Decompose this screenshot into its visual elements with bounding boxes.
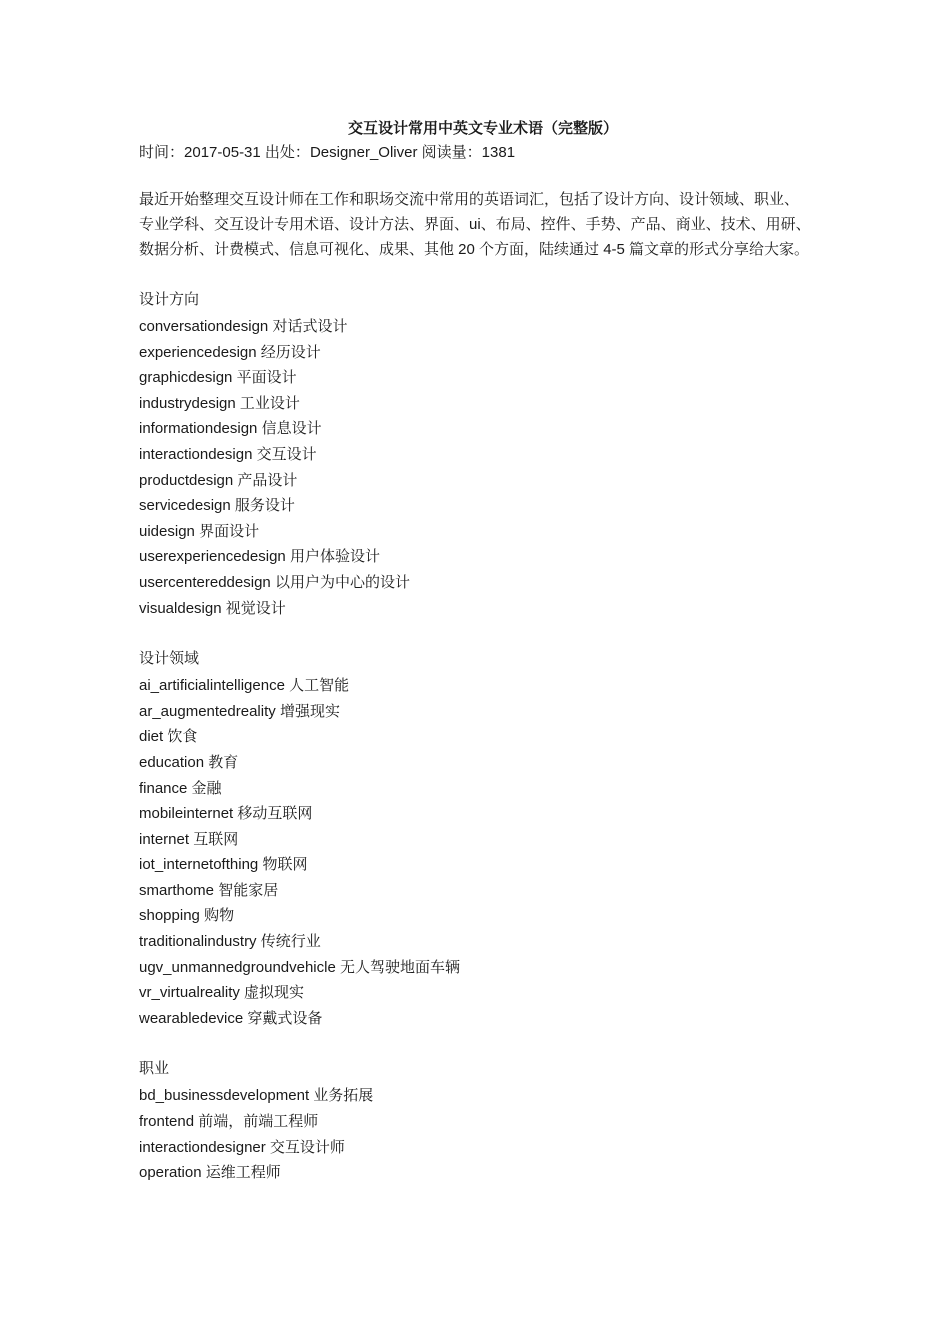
term-english: bd_businessdevelopment (139, 1087, 310, 1105)
term-item (139, 776, 819, 802)
term-chinese: 教育 (208, 753, 239, 771)
term-english: operation (139, 1164, 202, 1182)
term-english: shopping (139, 907, 200, 925)
term-item (139, 903, 819, 929)
term-item (139, 442, 819, 468)
term-english: servicedesign (139, 497, 231, 515)
term-chinese: 交互设计 (256, 445, 317, 463)
section-heading: 设计领域 (139, 650, 200, 668)
term-chinese: 交互设计师 (269, 1138, 345, 1156)
term-item (139, 929, 819, 955)
term-english: usercentereddesign (139, 573, 271, 591)
term-item (139, 1109, 819, 1135)
term-chinese: 无人驾驶地面车辆 (340, 958, 461, 976)
term-chinese: 穿戴式设备 (247, 1009, 323, 1027)
term-chinese: 互联网 (193, 830, 239, 848)
term-item (139, 878, 819, 904)
section-heading: 设计方向 (139, 291, 200, 308)
term-english: traditionalindustry (139, 933, 257, 951)
term-chinese: 金融 (191, 779, 222, 797)
term-english: productdesign (139, 471, 234, 489)
term-chinese: 经历设计 (260, 343, 321, 361)
term-english: interactiondesigner (139, 1138, 266, 1156)
term-item (139, 340, 819, 366)
view-count: 1381 (481, 144, 516, 161)
term-item (139, 391, 819, 417)
term-english: ugv_unmannedgroundvehicle (139, 958, 336, 976)
term-chinese: 增强现实 (279, 702, 340, 720)
term-item (139, 519, 819, 545)
term-chinese: 用户体验设计 (289, 548, 380, 566)
term-item (139, 827, 819, 853)
term-chinese: 移动互联网 (237, 805, 313, 823)
document-page (139, 118, 819, 1186)
term-english: finance (139, 779, 188, 797)
term-english: informationdesign (139, 420, 258, 438)
term-item (139, 544, 819, 570)
term-english: graphicdesign (139, 369, 233, 387)
term-chinese: 平面设计 (236, 369, 297, 387)
term-chinese: 智能家居 (218, 881, 279, 899)
term-section (139, 1056, 819, 1185)
term-item (139, 596, 819, 622)
term-sections (139, 287, 819, 1186)
term-english: wearabledevice (139, 1009, 244, 1027)
term-english: industrydesign (139, 394, 236, 412)
term-chinese: 购物 (204, 907, 235, 925)
term-chinese: 传统行业 (260, 933, 321, 951)
term-item (139, 1006, 819, 1032)
term-item (139, 1083, 819, 1109)
term-english: smarthome (139, 881, 215, 899)
term-item (139, 750, 819, 776)
term-english: ar_augmentedreality (139, 702, 276, 720)
term-item (139, 416, 819, 442)
term-chinese: 以用户为中心的设计 (274, 573, 410, 591)
term-chinese: 服务设计 (234, 497, 295, 515)
publish-date: 2017-05-31 (184, 144, 261, 161)
term-list (139, 314, 819, 621)
term-english: education (139, 753, 205, 771)
term-chinese: 工业设计 (239, 394, 300, 412)
term-section (139, 646, 819, 1031)
source-author: Designer_Oliver (309, 144, 418, 161)
source-label: 出处： (264, 144, 310, 161)
term-english: interactiondesign (139, 445, 253, 463)
section-heading: 职业 (139, 1060, 170, 1078)
term-chinese: 视觉设计 (225, 599, 286, 617)
term-english: diet (139, 728, 164, 746)
term-item (139, 699, 819, 725)
term-chinese: 信息设计 (261, 420, 322, 438)
term-item (139, 673, 819, 699)
term-chinese: 运维工程师 (205, 1164, 281, 1182)
term-list (139, 1083, 819, 1185)
term-item (139, 493, 819, 519)
term-english: mobileinternet (139, 805, 234, 823)
term-chinese: 虚拟现实 (244, 984, 305, 1002)
term-english: userexperiencedesign (139, 548, 286, 566)
term-english: ai_artificialintelligence (139, 677, 285, 695)
term-item (139, 365, 819, 391)
term-item (139, 1160, 819, 1186)
term-chinese: 产品设计 (237, 471, 298, 489)
page-title: 交互设计常用中英文专业术语（完整版） (347, 120, 618, 137)
term-english: internet (139, 830, 190, 848)
term-english: conversationdesign (139, 318, 269, 335)
term-english: uidesign (139, 522, 195, 540)
term-english: vr_virtualreality (139, 984, 240, 1002)
article-meta (139, 142, 819, 164)
term-item (139, 801, 819, 827)
term-chinese: 业务拓展 (313, 1087, 374, 1105)
term-english: frontend (139, 1113, 195, 1131)
term-item (139, 980, 819, 1006)
views-label: 阅读量： (421, 144, 482, 161)
term-section (139, 287, 819, 621)
term-chinese: 对话式设计 (272, 318, 348, 335)
term-item (139, 468, 819, 494)
term-item (139, 314, 819, 340)
term-item (139, 1135, 819, 1161)
term-chinese: 前端，前端工程师 (198, 1113, 319, 1131)
time-label: 时间： (139, 144, 185, 161)
term-chinese: 界面设计 (199, 522, 260, 540)
term-english: visualdesign (139, 599, 222, 617)
term-chinese: 物联网 (262, 856, 308, 874)
term-english: experiencedesign (139, 343, 257, 361)
term-chinese: 饮食 (167, 728, 198, 746)
term-item (139, 570, 819, 596)
term-chinese: 人工智能 (289, 677, 350, 695)
term-item (139, 955, 819, 981)
term-english: iot_internetofthing (139, 856, 259, 874)
term-item (139, 852, 819, 878)
term-list (139, 673, 819, 1031)
term-item (139, 724, 819, 750)
intro-paragraph: 最近开始整理交互设计师在工作和职场交流中常用的英语词汇，包括了设计方向、设计领域、职业、专业学科、交互设计专用术语、设计方法、界面、ui、布局、控件、手势、产品、商业、技术、用研、数据分析、计费模式、信息可视化、成果、其他 20 个方面，陆续通过 4-5 篇文章的形式分享给大家。 (139, 191, 811, 258)
